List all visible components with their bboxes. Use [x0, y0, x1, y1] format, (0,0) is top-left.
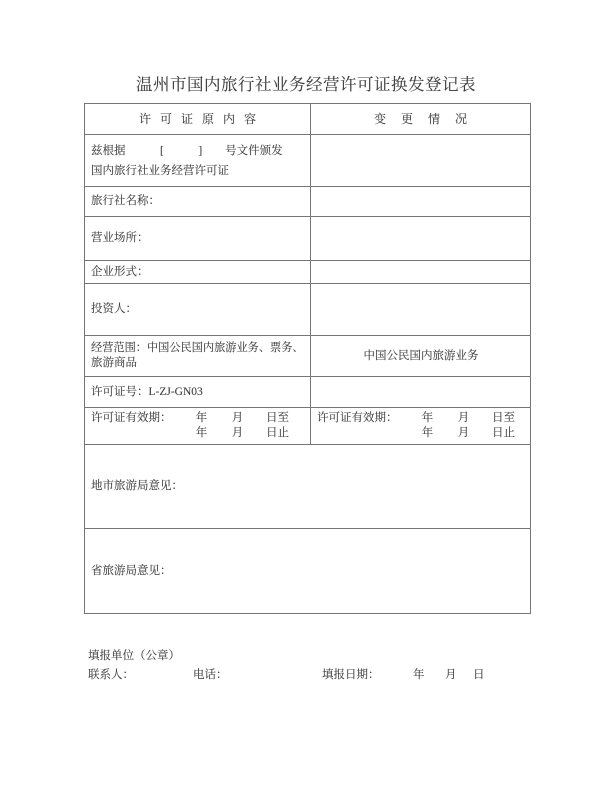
validity-year-label: 年 [421, 427, 434, 439]
footer-day-label: 日 [473, 669, 485, 681]
validity-month-label: 月 [457, 412, 470, 424]
validity-day-to-label: 日止 [492, 427, 515, 439]
footer [88, 649, 558, 684]
cell-license-number [85, 377, 311, 408]
scope-line1: 经营范围：中国公民国内旅游业务、票务、 [91, 342, 304, 354]
row-province-bureau-opinion [85, 529, 531, 614]
validity-year-label: 年 [195, 412, 208, 424]
cell-investor [85, 284, 311, 336]
cell-enterprise-form [85, 261, 311, 284]
scope-line2: 旅游商品 [91, 357, 137, 369]
validity-month-label: 月 [457, 427, 470, 439]
header-original-content: 许 可 证 原 内 容 [85, 104, 311, 135]
issuance-line2: 国内旅行社业务经营许可证 [91, 164, 229, 177]
cell-investor-change [311, 284, 531, 336]
cell-business-scope [85, 336, 311, 377]
row-investor [85, 284, 531, 336]
cell-issuance-basis [85, 135, 311, 187]
investor-label: 投资人： [91, 303, 137, 315]
registration-table [84, 103, 531, 614]
cell-premises [85, 217, 311, 261]
footer-contact-label: 联系人： [88, 669, 134, 681]
agency-name-label: 旅行社名称： [91, 195, 160, 207]
issuance-line1: 兹根据 [ ] 号文件颁发 [91, 144, 283, 157]
footer-line2 [88, 668, 558, 684]
header-change-status: 变 更 情 况 [311, 104, 531, 135]
row-city-bureau-opinion [85, 445, 531, 529]
license-number-value: L-ZJ-GN03 [148, 385, 203, 398]
row-issuance-basis [85, 135, 531, 187]
row-validity-period [85, 408, 531, 445]
cell-validity-change [311, 408, 531, 445]
cell-issuance-change [311, 135, 531, 187]
enterprise-form-label: 企业形式： [91, 265, 149, 278]
scope-change-value: 中国公民国内旅游业务 [363, 349, 479, 362]
validity-year-label: 年 [195, 427, 208, 439]
cell-city-bureau-opinion [85, 445, 531, 529]
cell-province-bureau-opinion [85, 529, 531, 614]
row-agency-name [85, 187, 531, 217]
footer-phone-label: 电话： [193, 669, 228, 681]
row-business-scope [85, 336, 531, 377]
validity-year-label: 年 [421, 412, 434, 424]
validity-label: 许可证有效期： [317, 412, 398, 424]
cell-agency-name-change [311, 187, 531, 217]
cell-business-scope-change [311, 336, 531, 377]
city-bureau-opinion-label: 地市旅游局意见： [91, 480, 183, 492]
document-title: 温州市国内旅行社业务经营许可证换发登记表 [136, 75, 476, 94]
row-license-number [85, 377, 531, 408]
premises-label: 营业场所： [91, 232, 149, 244]
footer-date-label: 填报日期： [322, 669, 380, 681]
validity-label: 许可证有效期： [91, 412, 172, 424]
cell-enterprise-form-change [311, 261, 531, 284]
cell-agency-name [85, 187, 311, 217]
cell-validity-original [85, 408, 311, 445]
province-bureau-opinion-label: 省旅游局意见： [91, 564, 172, 577]
cell-premises-change [311, 217, 531, 261]
cell-license-number-change [311, 377, 531, 408]
row-header [85, 104, 531, 135]
row-premises [85, 217, 531, 261]
validity-day-from-label: 日至 [266, 412, 289, 424]
validity-month-label: 月 [231, 427, 244, 439]
validity-day-from-label: 日至 [492, 412, 515, 424]
validity-day-to-label: 日止 [266, 427, 289, 439]
footer-year-label: 年 [413, 669, 425, 681]
validity-month-label: 月 [231, 412, 244, 424]
license-number-label: 许可证号： [91, 385, 149, 398]
footer-unit-label: 填报单位（公章） [88, 650, 180, 662]
footer-month-label: 月 [445, 669, 457, 681]
row-enterprise-form [85, 261, 531, 284]
